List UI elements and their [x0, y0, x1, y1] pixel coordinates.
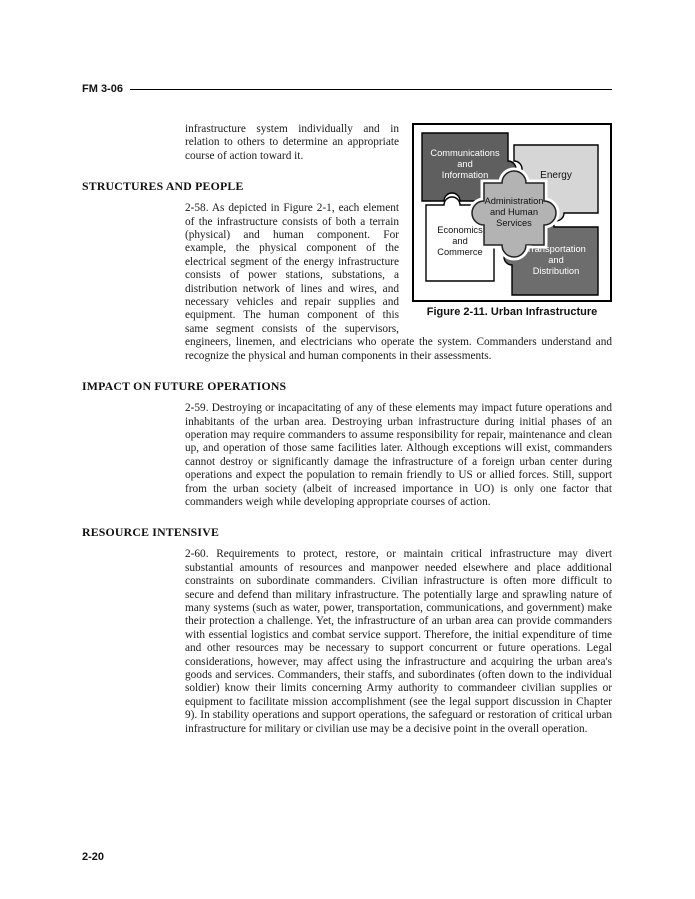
intro-paragraph: infrastructure system individually and in relation to others to determine an appropriate course of action toward it. [185, 123, 399, 162]
paragraph-2-60: 2-60. Requirements to protect, restore, or maintain critical infrastructure may divert substantial amounts of resources and manpower needed elsewhere and place additional constraints on subordinate commanders. Civilian infrastructure is often more difficult to secure and defend than military infrastructure. The potentially large and sprawling nature of many systems (such as water, power, transportation, communications, and government) make their protection a challenge. Yet, the infrastructure of an urban area can provide commanders with essential logistics and combat service support. Therefore, the initial expenditure of time and other resources may be necessary to support concurrent or future operations. Legal considerations, however, may affect using the infrastructure and acquiring the urban area's goods and services. Commanders, their staffs, and subordinates (often down to the individual soldier) know their limits concerning Army authority to commandeer civilian supplies or equipment to facilitate mission accomplishment (see the legal support discussion in Chapter 9). In stability operations and support operations, the safeguard or restoration of critical urban infrastructure for military or civilian use may be a decisive point in the overall operation. [185, 548, 612, 735]
doc-code: FM 3-06 [82, 83, 123, 95]
puzzle-piece-administration [472, 171, 556, 257]
section-heading-impact-on-future-operations: IMPACT ON FUTURE OPERATIONS [82, 379, 287, 394]
puzzle-diagram [414, 125, 610, 300]
figure-box [412, 123, 612, 302]
paragraph-2-59: 2-59. Destroying or incapacitating of any of these elements may impact future operations and inhabitants of the urban area. Destroying urban infrastructure during initial phases of an operation may require commanders to assume responsibility for repair, maintenance and clean up, and operation of those same facilities later. Although exceptions will exist, commanders cannot destroy or significantly damage the infrastructure of a foreign urban center during operations and expect the population to remain friendly to US or allied forces. Still, support from the urban society (albeit of increased importance in UO) is only one factor that commanders weigh while developing appropriate courses of action. [185, 402, 612, 508]
piece-label-communications: Communications and Information [430, 148, 500, 180]
paragraph-2-58: 2-58. As depicted in Figure 2-1, each element of the infrastructure consists of both a terrain (physical) and human component. For example, the physical component of the electrical segment of the energy infrastructure consists of power stations, substations, a distribution network of lines and wires, and necessary vehicles and repair supplies and equipment. The human component of this same segment consists of the supervisors, engineers, linemen, and electricians who operate the system. Commanders understand and recognize the physical and human components in their assessments. [185, 202, 612, 362]
section-heading-resource-intensive: RESOURCE INTENSIVE [82, 525, 220, 540]
header-rule [130, 89, 612, 90]
figure-urban-infrastructure [412, 123, 612, 318]
figure-caption: Figure 2-11. Urban Infrastructure [426, 306, 598, 318]
piece-label-energy: Energy [540, 170, 572, 181]
page-number: 2-20 [82, 851, 105, 863]
page-footer [82, 851, 104, 863]
section-heading-structures-and-people: STRUCTURES AND PEOPLE [82, 179, 244, 194]
piece-label-economics: Economics and Commerce [437, 225, 483, 257]
page-header [82, 83, 612, 97]
piece-label-transportation: Transportation and Distribution [526, 244, 586, 276]
page-content [82, 123, 612, 736]
piece-label-administration: Administration and Human Services [484, 196, 544, 228]
